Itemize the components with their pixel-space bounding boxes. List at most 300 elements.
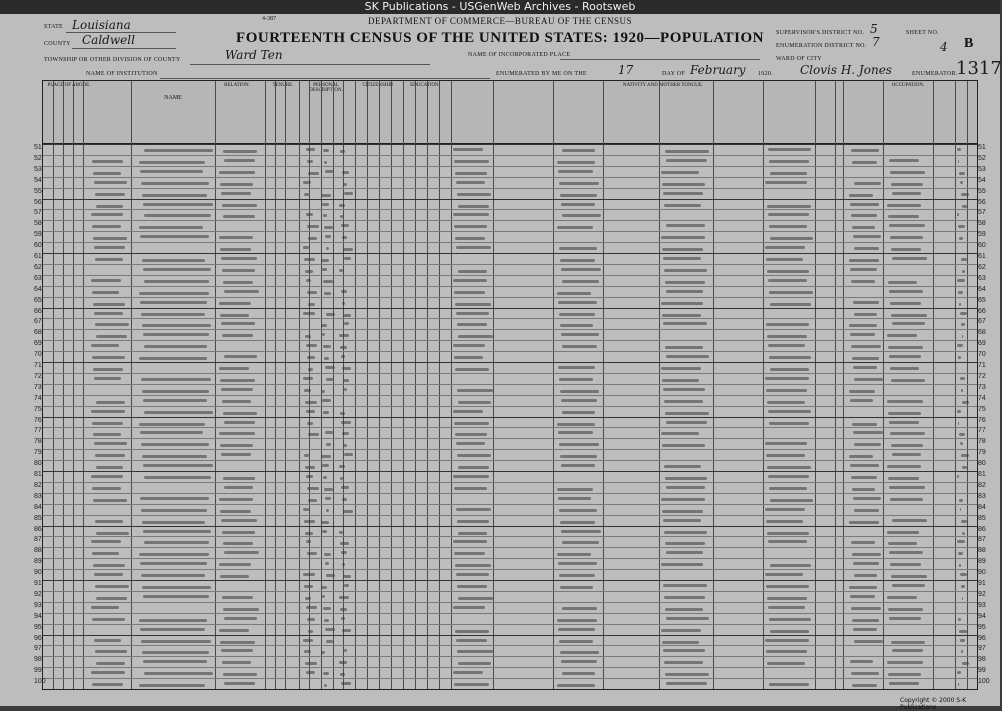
handwriting-stroke [558, 301, 597, 304]
handwriting-stroke [889, 421, 919, 424]
county-value: Caldwell [82, 33, 135, 47]
handwriting-stroke [888, 477, 919, 480]
handwriting-stroke [562, 345, 597, 348]
line-number: 72 [34, 372, 42, 380]
form-number: 4-387 [262, 16, 276, 22]
handwriting-stroke [342, 563, 345, 566]
handwriting-stroke [887, 661, 923, 664]
handwriting-stroke [849, 194, 873, 197]
row-divider [43, 220, 977, 221]
place-of-abode-header: PLACE OF ABODE. [47, 83, 91, 88]
handwriting-stroke [142, 455, 207, 458]
line-number-right: 55 [978, 187, 986, 195]
column-divider [367, 81, 368, 689]
handwriting-stroke [957, 148, 961, 151]
handwriting-stroke [889, 290, 923, 293]
handwriting-stroke [854, 313, 877, 316]
handwriting-stroke [888, 412, 921, 415]
handwriting-stroke [326, 443, 331, 446]
handwriting-stroke [323, 476, 327, 479]
handwriting-stroke [560, 324, 593, 327]
handwriting-stroke [453, 671, 483, 674]
handwriting-stroke [223, 150, 257, 153]
handwriting-stroke [344, 388, 347, 391]
line-number: 80 [34, 460, 42, 468]
column-divider [713, 81, 714, 689]
handwriting-stroke [457, 193, 491, 196]
handwriting-stroke [303, 181, 311, 184]
handwriting-stroke [769, 225, 807, 228]
handwriting-stroke [303, 508, 309, 511]
stamp-number: 1317 [956, 58, 1002, 79]
handwriting-stroke [220, 444, 253, 447]
handwriting-stroke [851, 607, 881, 610]
handwriting-stroke [891, 248, 921, 251]
line-number: 95 [34, 623, 42, 631]
township-label: TOWNSHIP OR OTHER DIVISION OF COUNTY [44, 57, 181, 63]
line-number: 64 [34, 285, 42, 293]
handwriting-stroke [960, 312, 967, 315]
line-number-right: 66 [978, 307, 986, 315]
handwriting-stroke [220, 641, 255, 644]
line-number: 99 [34, 667, 42, 675]
row-divider [43, 340, 977, 341]
handwriting-stroke [322, 399, 331, 402]
handwriting-stroke [224, 421, 255, 424]
handwriting-stroke [665, 346, 703, 349]
handwriting-stroke [560, 259, 595, 262]
handwriting-stroke [889, 159, 919, 162]
handwriting-stroke [850, 333, 875, 336]
handwriting-stroke [854, 247, 879, 250]
handwriting-stroke [851, 149, 879, 152]
handwriting-stroke [308, 368, 313, 371]
line-number: 58 [34, 220, 42, 228]
handwriting-stroke [344, 453, 353, 456]
handwriting-stroke [663, 322, 707, 325]
handwriting-stroke [766, 389, 807, 392]
handwriting-stroke [144, 672, 213, 675]
handwriting-stroke [853, 497, 881, 500]
handwriting-stroke [961, 193, 969, 196]
handwriting-stroke [96, 335, 127, 338]
line-number: 94 [34, 612, 42, 620]
handwriting-stroke [219, 367, 249, 370]
line-number: 83 [34, 492, 42, 500]
handwriting-stroke [561, 464, 595, 467]
handwriting-stroke [961, 650, 963, 653]
handwriting-stroke [559, 574, 595, 577]
handwriting-stroke [344, 584, 349, 587]
handwriting-stroke [663, 257, 701, 260]
handwriting-stroke [139, 292, 209, 295]
handwriting-stroke [223, 608, 259, 611]
handwriting-stroke [221, 453, 251, 456]
handwriting-stroke [665, 608, 703, 611]
handwriting-stroke [324, 161, 327, 164]
line-number-right: 91 [978, 580, 986, 587]
column-divider [835, 81, 836, 689]
line-number-right: 98 [978, 656, 986, 664]
line-number-right: 83 [978, 492, 986, 500]
handwriting-stroke [767, 662, 805, 665]
line-number-right: 78 [978, 438, 986, 446]
line-number-right: 64 [978, 285, 986, 293]
handwriting-stroke [92, 487, 121, 490]
line-number-right: 80 [978, 460, 986, 468]
column-divider [933, 81, 934, 689]
handwriting-stroke [321, 194, 331, 197]
handwriting-stroke [961, 258, 967, 261]
handwriting-stroke [143, 203, 213, 206]
line-number-right: 90 [978, 569, 986, 577]
handwriting-stroke [96, 532, 129, 535]
handwriting-stroke [458, 270, 487, 273]
handwriting-stroke [666, 682, 707, 685]
handwriting-stroke [341, 617, 345, 620]
handwriting-stroke [961, 323, 965, 326]
line-number-right: 85 [978, 514, 986, 522]
line-number-right: 97 [978, 645, 986, 653]
sheet-value: 4 [940, 40, 948, 54]
handwriting-stroke [769, 291, 813, 294]
handwriting-stroke [887, 596, 917, 599]
handwriting-stroke [849, 586, 877, 589]
handwriting-stroke [144, 345, 207, 348]
handwriting-stroke [219, 498, 253, 501]
handwriting-stroke [321, 390, 325, 393]
handwriting-stroke [142, 259, 205, 262]
handwriting-stroke [224, 159, 255, 162]
line-number: 87 [34, 536, 42, 544]
state-value: Louisiana [72, 18, 131, 32]
handwriting-stroke [306, 606, 317, 609]
handwriting-stroke [139, 423, 205, 426]
handwriting-stroke [304, 585, 313, 588]
handwriting-stroke [850, 660, 873, 663]
handwriting-stroke [557, 684, 595, 687]
handwriting-stroke [92, 225, 121, 228]
handwriting-stroke [767, 205, 811, 208]
column-divider [451, 81, 452, 689]
handwriting-stroke [303, 573, 315, 576]
handwriting-stroke [455, 172, 487, 175]
handwriting-stroke [455, 564, 491, 567]
handwriting-stroke [962, 270, 965, 273]
row-divider [43, 427, 977, 428]
citizenship-header: CITIZENSHIP. [362, 83, 394, 88]
handwriting-stroke [303, 246, 309, 249]
handwriting-stroke [854, 509, 879, 512]
handwriting-stroke [324, 357, 329, 360]
handwriting-stroke [143, 464, 213, 467]
handwriting-stroke [560, 455, 597, 458]
handwriting-stroke [891, 314, 927, 317]
handwriting-stroke [224, 617, 257, 620]
handwriting-stroke [889, 682, 919, 685]
handwriting-stroke [765, 246, 805, 249]
handwriting-stroke [91, 606, 119, 609]
handwriting-stroke [769, 422, 809, 425]
handwriting-stroke [765, 181, 807, 184]
handwriting-stroke [458, 205, 489, 208]
township-line [190, 64, 430, 65]
line-number-right: 99 [978, 667, 986, 675]
handwriting-stroke [144, 411, 213, 414]
line-number: 63 [34, 274, 42, 282]
handwriting-stroke [662, 379, 699, 382]
handwriting-stroke [93, 237, 127, 240]
row-divider [43, 253, 977, 254]
line-number-right: 52 [978, 154, 986, 162]
handwriting-stroke [958, 683, 959, 686]
handwriting-stroke [324, 553, 331, 556]
handwriting-stroke [958, 552, 963, 555]
handwriting-stroke [304, 454, 309, 457]
handwriting-stroke [343, 248, 353, 251]
handwriting-stroke [141, 509, 207, 512]
handwriting-stroke [769, 356, 811, 359]
handwriting-stroke [957, 540, 965, 543]
handwriting-stroke [323, 411, 329, 414]
handwriting-stroke [562, 411, 595, 414]
line-number-right: 100 [978, 678, 990, 686]
handwriting-stroke [662, 444, 705, 447]
handwriting-stroke [457, 323, 487, 326]
handwriting-stroke [304, 258, 315, 261]
row-divider [43, 536, 977, 537]
column-divider [427, 81, 428, 689]
handwriting-stroke [222, 596, 253, 599]
institution-label: NAME OF INSTITUTION [86, 71, 158, 77]
handwriting-stroke [306, 475, 313, 478]
handwriting-stroke [562, 607, 597, 610]
handwriting-stroke [665, 412, 709, 415]
handwriting-stroke [144, 280, 209, 283]
line-number-right: 95 [978, 623, 986, 631]
handwriting-stroke [325, 497, 331, 500]
row-divider [43, 438, 977, 439]
column-divider [73, 81, 74, 689]
handwriting-stroke [454, 225, 487, 228]
line-number: 68 [34, 329, 42, 337]
handwriting-stroke [558, 497, 591, 500]
department-heading: DEPARTMENT OF COMMERCE—BUREAU OF THE CENSUS [367, 16, 633, 26]
line-number-right: 54 [978, 176, 986, 184]
line-number: 77 [34, 427, 42, 435]
handwriting-stroke [94, 573, 123, 576]
handwriting-stroke [891, 641, 925, 644]
handwriting-stroke [852, 684, 877, 687]
line-number: 53 [34, 165, 42, 173]
row-divider [43, 351, 977, 352]
handwriting-stroke [562, 541, 599, 544]
handwriting-stroke [308, 630, 313, 633]
handwriting-stroke [325, 628, 335, 631]
handwriting-stroke [223, 281, 253, 284]
handwriting-stroke [854, 378, 883, 381]
line-number: 69 [34, 340, 42, 348]
handwriting-stroke [221, 649, 253, 652]
column-divider [131, 81, 132, 689]
handwriting-stroke [143, 399, 207, 402]
handwriting-stroke [92, 356, 125, 359]
handwriting-stroke [962, 532, 965, 535]
handwriting-stroke [960, 639, 965, 642]
archive-banner: SK Publications - USGenWeb Archives - Rootsweb [0, 0, 1000, 14]
handwriting-stroke [454, 552, 485, 555]
line-number: 76 [34, 416, 42, 424]
handwriting-stroke [960, 508, 961, 511]
handwriting-stroke [768, 279, 807, 282]
handwriting-stroke [456, 573, 489, 576]
column-divider [883, 81, 884, 689]
row-divider [43, 460, 977, 461]
handwriting-stroke [558, 628, 595, 631]
line-number-right: 84 [978, 503, 986, 511]
handwriting-stroke [305, 335, 311, 338]
handwriting-stroke [340, 412, 345, 415]
row-divider [43, 177, 977, 178]
handwriting-stroke [958, 225, 965, 228]
handwriting-stroke [888, 215, 919, 218]
handwriting-stroke [221, 192, 251, 195]
row-divider [43, 471, 977, 472]
handwriting-stroke [91, 279, 121, 282]
handwriting-stroke [889, 224, 925, 227]
column-divider [967, 81, 968, 689]
handwriting-stroke [220, 379, 255, 382]
handwriting-stroke [888, 542, 917, 545]
handwriting-stroke [341, 290, 347, 293]
handwriting-stroke [93, 433, 121, 436]
row-divider [43, 656, 977, 657]
handwriting-stroke [224, 486, 253, 489]
line-number-right: 71 [978, 362, 986, 369]
handwriting-stroke [767, 532, 809, 535]
column-divider [63, 81, 64, 689]
line-number-right: 93 [978, 601, 986, 609]
handwriting-stroke [221, 257, 257, 260]
line-number-right: 69 [978, 340, 986, 348]
handwriting-stroke [854, 443, 881, 446]
handwriting-stroke [94, 312, 123, 315]
handwriting-stroke [139, 357, 207, 360]
handwriting-stroke [341, 355, 345, 358]
handwriting-stroke [958, 618, 961, 621]
handwriting-stroke [456, 312, 489, 315]
handwriting-stroke [961, 454, 969, 457]
handwriting-stroke [325, 431, 333, 434]
handwriting-stroke [144, 476, 211, 479]
handwriting-stroke [769, 487, 807, 490]
handwriting-stroke [768, 148, 811, 151]
handwriting-stroke [95, 258, 123, 261]
handwriting-stroke [663, 192, 703, 195]
line-number-right: 65 [978, 296, 986, 304]
handwriting-stroke [767, 466, 811, 469]
handwriting-stroke [141, 640, 211, 643]
handwriting-stroke [142, 390, 209, 393]
handwriting-stroke [767, 335, 807, 338]
handwriting-stroke [958, 356, 961, 359]
handwriting-stroke [326, 247, 329, 250]
handwriting-stroke [219, 302, 251, 305]
handwriting-stroke [456, 181, 485, 184]
handwriting-stroke [561, 268, 601, 271]
handwriting-stroke [219, 236, 253, 239]
incorporated-place-line [560, 59, 760, 60]
handwriting-stroke [768, 213, 809, 216]
handwriting-stroke [224, 551, 259, 554]
column-divider [299, 81, 300, 689]
line-number-right: 70 [978, 351, 986, 359]
sheet-label: SHEET NO. [906, 30, 939, 36]
handwriting-stroke [339, 661, 347, 664]
handwriting-stroke [322, 203, 329, 206]
handwriting-stroke [559, 247, 597, 250]
handwriting-stroke [557, 292, 591, 295]
handwriting-stroke [343, 379, 349, 382]
handwriting-stroke [96, 401, 125, 404]
column-divider [333, 81, 334, 689]
handwriting-stroke [562, 280, 599, 283]
handwriting-stroke [219, 629, 249, 632]
column-divider [215, 81, 216, 689]
column-divider [763, 81, 764, 689]
handwriting-stroke [458, 597, 493, 600]
line-number-right: 76 [978, 416, 986, 424]
line-number-right: 58 [978, 220, 986, 228]
handwriting-stroke [341, 682, 351, 685]
row-divider [43, 242, 977, 243]
handwriting-stroke [342, 302, 345, 305]
handwriting-stroke [957, 344, 963, 347]
column-divider [403, 81, 404, 689]
handwriting-stroke [341, 421, 351, 424]
handwriting-stroke [768, 540, 807, 543]
handwriting-stroke [957, 475, 959, 478]
handwriting-stroke [139, 619, 207, 622]
line-number-right: 81 [978, 471, 986, 478]
line-number: 60 [34, 242, 42, 250]
handwriting-stroke [854, 182, 881, 185]
handwriting-stroke [143, 268, 211, 271]
handwriting-stroke [853, 301, 879, 304]
handwriting-stroke [666, 486, 705, 489]
row-divider [43, 635, 977, 636]
handwriting-stroke [769, 683, 809, 686]
handwriting-stroke [221, 388, 253, 391]
handwriting-stroke [889, 486, 925, 489]
handwriting-stroke [458, 532, 487, 535]
handwriting-stroke [323, 280, 333, 283]
handwriting-stroke [305, 466, 315, 469]
handwriting-stroke [892, 649, 923, 652]
county-line [72, 48, 176, 49]
line-number: 85 [34, 514, 42, 522]
handwriting-stroke [770, 564, 811, 567]
supervisor-value: 5 [870, 22, 878, 36]
township-value: Ward Ten [225, 48, 283, 62]
handwriting-stroke [453, 606, 485, 609]
handwriting-stroke [769, 160, 809, 163]
handwriting-stroke [95, 323, 129, 326]
handwriting-stroke [307, 160, 313, 163]
line-number: 56 [34, 198, 42, 206]
handwriting-stroke [139, 161, 205, 164]
handwriting-stroke [322, 530, 327, 533]
